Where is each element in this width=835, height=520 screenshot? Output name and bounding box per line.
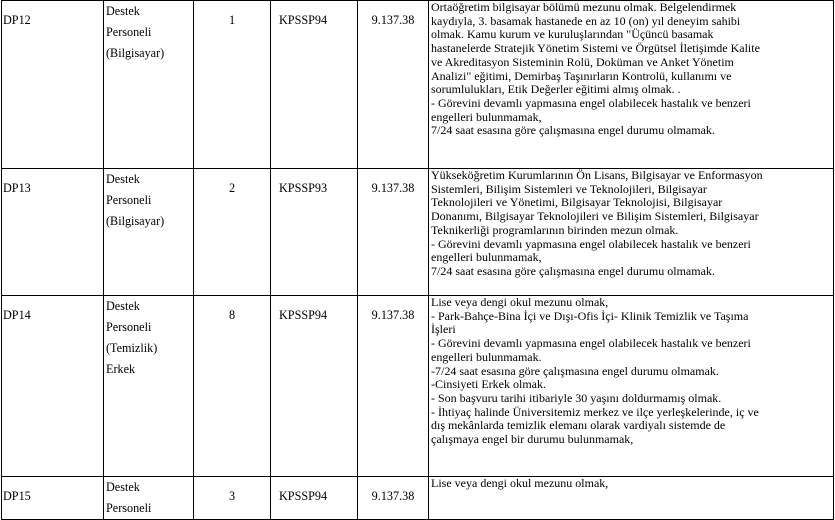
requirement-line: Analizi" eğitimi, Demirbaş Taşınırların Kontrolü, kullanımı ve [431, 68, 732, 83]
salary-cell: 9.137.38 [358, 169, 429, 296]
position-count-cell: 1 [194, 1, 271, 169]
requirement-line: Sistemleri, Bilişim Sistemleri ve Teknolojileri, Bilgisayar [431, 181, 707, 196]
position-title-line: Destek [106, 480, 140, 494]
requirement-line: engelleri bulunmamak, [431, 250, 542, 265]
requirement-line: -7/24 saat esasına göre çalışmasına engel durumu olmamak. [431, 363, 719, 378]
position-title-line: Destek [106, 4, 140, 18]
requirement-line: Yükseköğretim Kurumlarının Ön Lisans, Bilgisayar ve Enformasyon [431, 168, 763, 182]
position-code-cell: DP12 [2, 1, 104, 169]
position-title-cell [104, 296, 194, 477]
table-row [2, 477, 834, 520]
requirement-line: - Son başvuru tarihi itibariyle 30 yaşını doldurmamış olmak. [431, 390, 722, 405]
kpss-type-cell: KPSSP94 [271, 477, 358, 520]
requirement-line: olmak. Kamu kurum ve kuruluşlarından "Üçüncü basamak [431, 27, 714, 42]
position-title-line: Erkek [106, 362, 136, 376]
position-title-cell [104, 1, 194, 169]
requirement-line: - Görevini devamlı yapmasına engel olabilecek hastalık ve benzeri [431, 95, 751, 110]
requirement-line: dış mekânlarda temizlik elemanı olarak vardiyalı sistemde de [431, 418, 726, 433]
requirement-line: Donanımı, Bilgisayar Teknolojileri ve Bilişim Sistemleri, Bilgisayar [431, 209, 759, 224]
position-title-cell [104, 477, 194, 520]
requirement-line: kaydıyla, 3. basamak hastanede en az 10 (on) yıl deneyim sahibi [431, 13, 741, 28]
table-row [2, 1, 834, 169]
table-row [2, 296, 834, 477]
position-code-cell: DP14 [2, 296, 104, 477]
position-title-line: Personeli [106, 501, 152, 515]
positions-table [1, 0, 834, 520]
position-title-line: Personeli [106, 193, 152, 207]
requirement-line: hastanelerde Stratejik Yönetim Sistemi ve Örgütsel İletişimde Kalite [431, 41, 760, 56]
requirement-line: İşleri [431, 322, 456, 337]
requirement-line: Ortaöğretim bilgisayar bölümü mezunu olmak. Belgelendirmek [431, 0, 737, 14]
requirement-line: 7/24 saat esasına göre çalışmasına engel durumu olmamak. [431, 123, 715, 138]
requirement-line: Lise veya dengi okul mezunu olmak, [431, 295, 609, 309]
position-code-cell: DP13 [2, 169, 104, 296]
position-title-line: (Temizlik) [106, 341, 158, 355]
requirement-line: Teknolojileri ve Yönetimi, Bilgisayar Teknolojisi, Bilgisayar [431, 195, 723, 210]
position-title-line: (Bilgisayar) [106, 46, 165, 60]
salary-cell: 9.137.38 [358, 1, 429, 169]
position-count-cell: 3 [194, 477, 271, 520]
requirement-line: ve Akreditasyon Sisteminin Rolü, Doküman ve Anket Yönetim [431, 54, 734, 69]
requirements-cell [429, 1, 834, 169]
position-title-line: (Bilgisayar) [106, 214, 165, 228]
requirement-line: 7/24 saat esasına göre çalışmasına engel durumu olmamak. [431, 263, 715, 278]
position-count-cell: 2 [194, 169, 271, 296]
table-row [2, 169, 834, 296]
requirement-line: Teknikerliği programlarının birinden mezun olmak. [431, 222, 679, 237]
position-title-line: Personeli [106, 320, 152, 334]
requirement-line: sorumlulukları, Etik Değerler eğitimi almış olmak. . [431, 82, 681, 97]
requirements-cell [429, 296, 834, 477]
requirement-line: - Park-Bahçe-Bina İçi ve Dışı-Ofis İçi- Klinik Temizlik ve Taşıma [431, 308, 749, 323]
requirement-line: engelleri bulunmamak. [431, 349, 542, 364]
requirement-line: - Görevini devamlı yapmasına engel olabilecek hastalık ve benzeri [431, 336, 751, 351]
kpss-type-cell: KPSSP93 [271, 169, 358, 296]
requirements-cell [429, 477, 834, 520]
kpss-type-cell: KPSSP94 [271, 1, 358, 169]
position-code-cell: DP15 [2, 477, 104, 520]
requirement-line: çalışmaya engel bir durumu bulunmamak, [431, 432, 634, 447]
salary-cell: 9.137.38 [358, 296, 429, 477]
position-count-cell: 8 [194, 296, 271, 477]
salary-cell: 9.137.38 [358, 477, 429, 520]
position-title-cell [104, 169, 194, 296]
requirement-line: - İhtiyaç halinde Üniversitemiz merkez ve ilçe yerleşkelerinde, iç ve [431, 404, 759, 419]
position-title-line: Destek [106, 299, 140, 313]
requirements-cell [429, 169, 834, 296]
kpss-type-cell: KPSSP94 [271, 296, 358, 477]
position-title-line: Destek [106, 172, 140, 186]
requirement-line: -Cinsiyeti Erkek olmak. [431, 377, 546, 392]
requirement-line: Lise veya dengi okul mezunu olmak, [431, 476, 609, 490]
requirement-line: - Görevini devamlı yapmasına engel olabilecek hastalık ve benzeri [431, 236, 751, 251]
positions-table-body [2, 0, 834, 520]
position-title-line: Personeli [106, 25, 152, 39]
requirement-line: engelleri bulunmamak, [431, 109, 542, 124]
